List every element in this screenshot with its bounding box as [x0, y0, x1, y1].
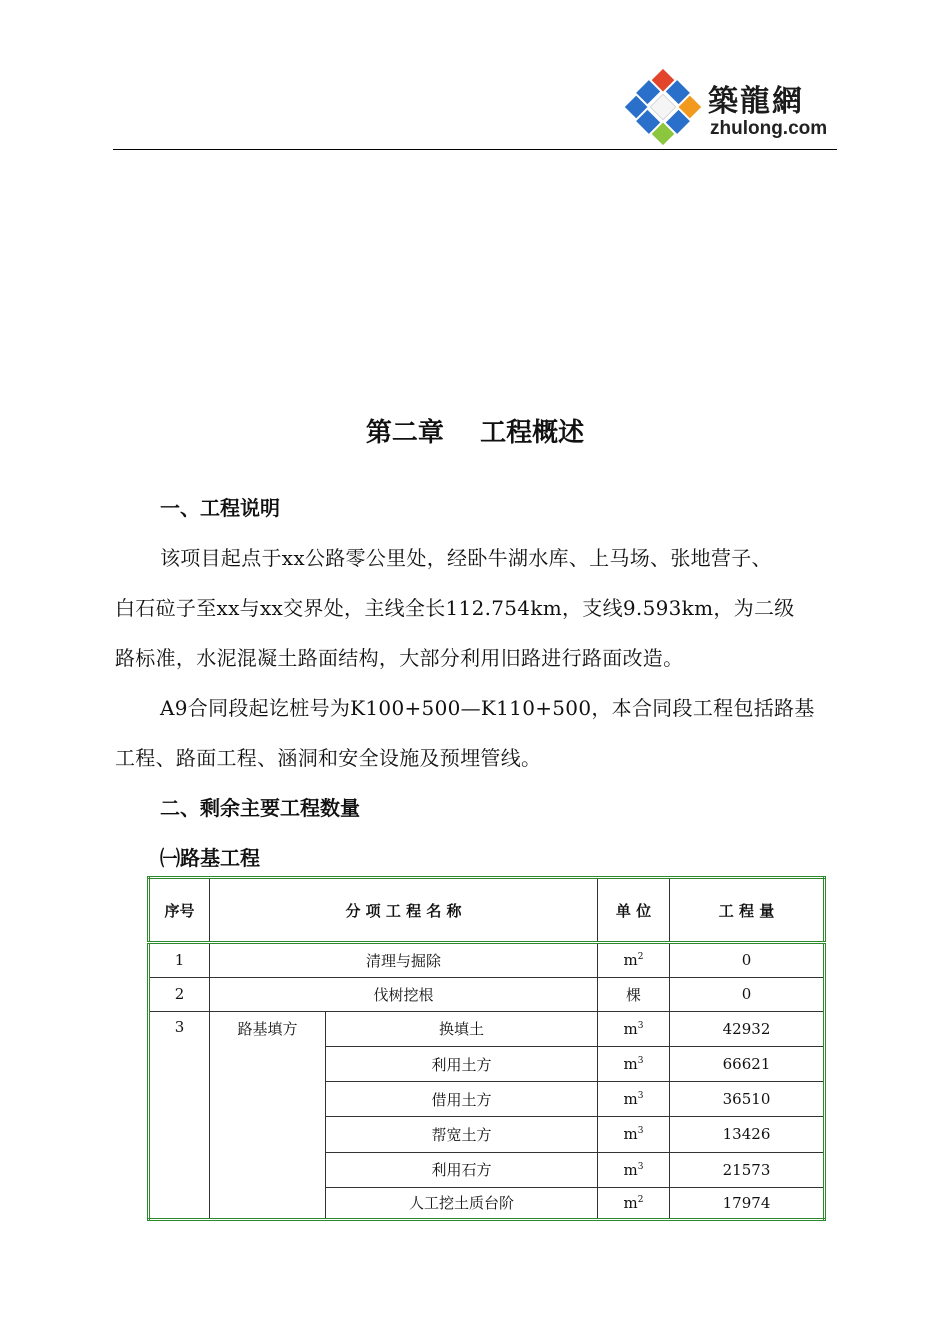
table-row — [149, 943, 825, 977]
cell-name: 清理与掘除 — [210, 943, 598, 977]
logo-domain: zhulong.com — [710, 118, 828, 139]
table-row — [149, 1011, 825, 1046]
zhulong-logo-icon — [622, 66, 704, 148]
cell-quantity: 36510 — [670, 1082, 825, 1117]
paragraph-line: 路标准，水泥混凝土路面结构，大部分利用旧路进行路面改造。 — [115, 646, 684, 670]
cell-name: 伐树挖根 — [210, 977, 598, 1011]
cell-unit: $m^3$ — [598, 1046, 670, 1081]
header-item-name: 分 项 工 程 名 称 — [210, 878, 598, 943]
logo-chinese-name: 築龍網 — [708, 84, 804, 119]
table-header-row — [149, 878, 825, 943]
cell-subitem-name: 利用土方 — [326, 1046, 598, 1081]
paragraph-line: 该项目起点于xx公路零公里处，经卧牛湖水库、上马场、张地营子、 — [160, 546, 772, 570]
subheading-subgrade-works: ㈠路基工程 — [160, 846, 260, 870]
header-no: 序号 — [149, 878, 210, 943]
cell-subitem-name: 人工挖土质台阶 — [326, 1187, 598, 1219]
cell-subitem-name: 利用石方 — [326, 1152, 598, 1187]
quantities-table — [147, 876, 826, 1221]
cell-quantity: 0 — [670, 943, 825, 977]
header-quantity: 工 程 量 — [670, 878, 825, 943]
cell-unit: $m^2$ — [598, 1187, 670, 1219]
cell-group-label: 路基填方 — [210, 1011, 326, 1219]
cell-quantity: 42932 — [670, 1011, 825, 1046]
cell-unit: $m^3$ — [598, 1082, 670, 1117]
section-heading-remaining-quantities: 二、剩余主要工程数量 — [160, 796, 360, 820]
paragraph-line: 白石砬子至xx与xx交界处，主线全长112.754km，支线9.593km，为二级 — [115, 596, 795, 620]
paragraph-line: 工程、路面工程、涵洞和安全设施及预埋管线。 — [115, 746, 542, 770]
table-row — [149, 977, 825, 1011]
chapter-title: 第二章 工程概述 — [365, 418, 585, 448]
section-heading-project-description: 一、工程说明 — [160, 496, 280, 520]
header-divider — [113, 149, 837, 150]
cell-no: 3 — [149, 1011, 210, 1219]
cell-unit: 棵 — [598, 977, 670, 1011]
cell-unit: $m^3$ — [598, 1152, 670, 1187]
header-unit: 单 位 — [598, 878, 670, 943]
logo — [622, 66, 838, 148]
cell-unit: $m^3$ — [598, 1117, 670, 1152]
cell-unit: $m^3$ — [598, 1011, 670, 1046]
cell-quantity: 17974 — [670, 1187, 825, 1219]
cell-no: 2 — [149, 977, 210, 1011]
cell-quantity: 13426 — [670, 1117, 825, 1152]
cell-quantity: 21573 — [670, 1152, 825, 1187]
paragraph-line: A9合同段起讫桩号为K100+500—K110+500，本合同段工程包括路基 — [160, 696, 815, 720]
cell-subitem-name: 借用土方 — [326, 1082, 598, 1117]
cell-unit: $m^2$ — [598, 943, 670, 977]
cell-quantity: 0 — [670, 977, 825, 1011]
cell-subitem-name: 换填土 — [326, 1011, 598, 1046]
cell-quantity: 66621 — [670, 1046, 825, 1081]
cell-no: 1 — [149, 943, 210, 977]
cell-subitem-name: 帮宽土方 — [326, 1117, 598, 1152]
